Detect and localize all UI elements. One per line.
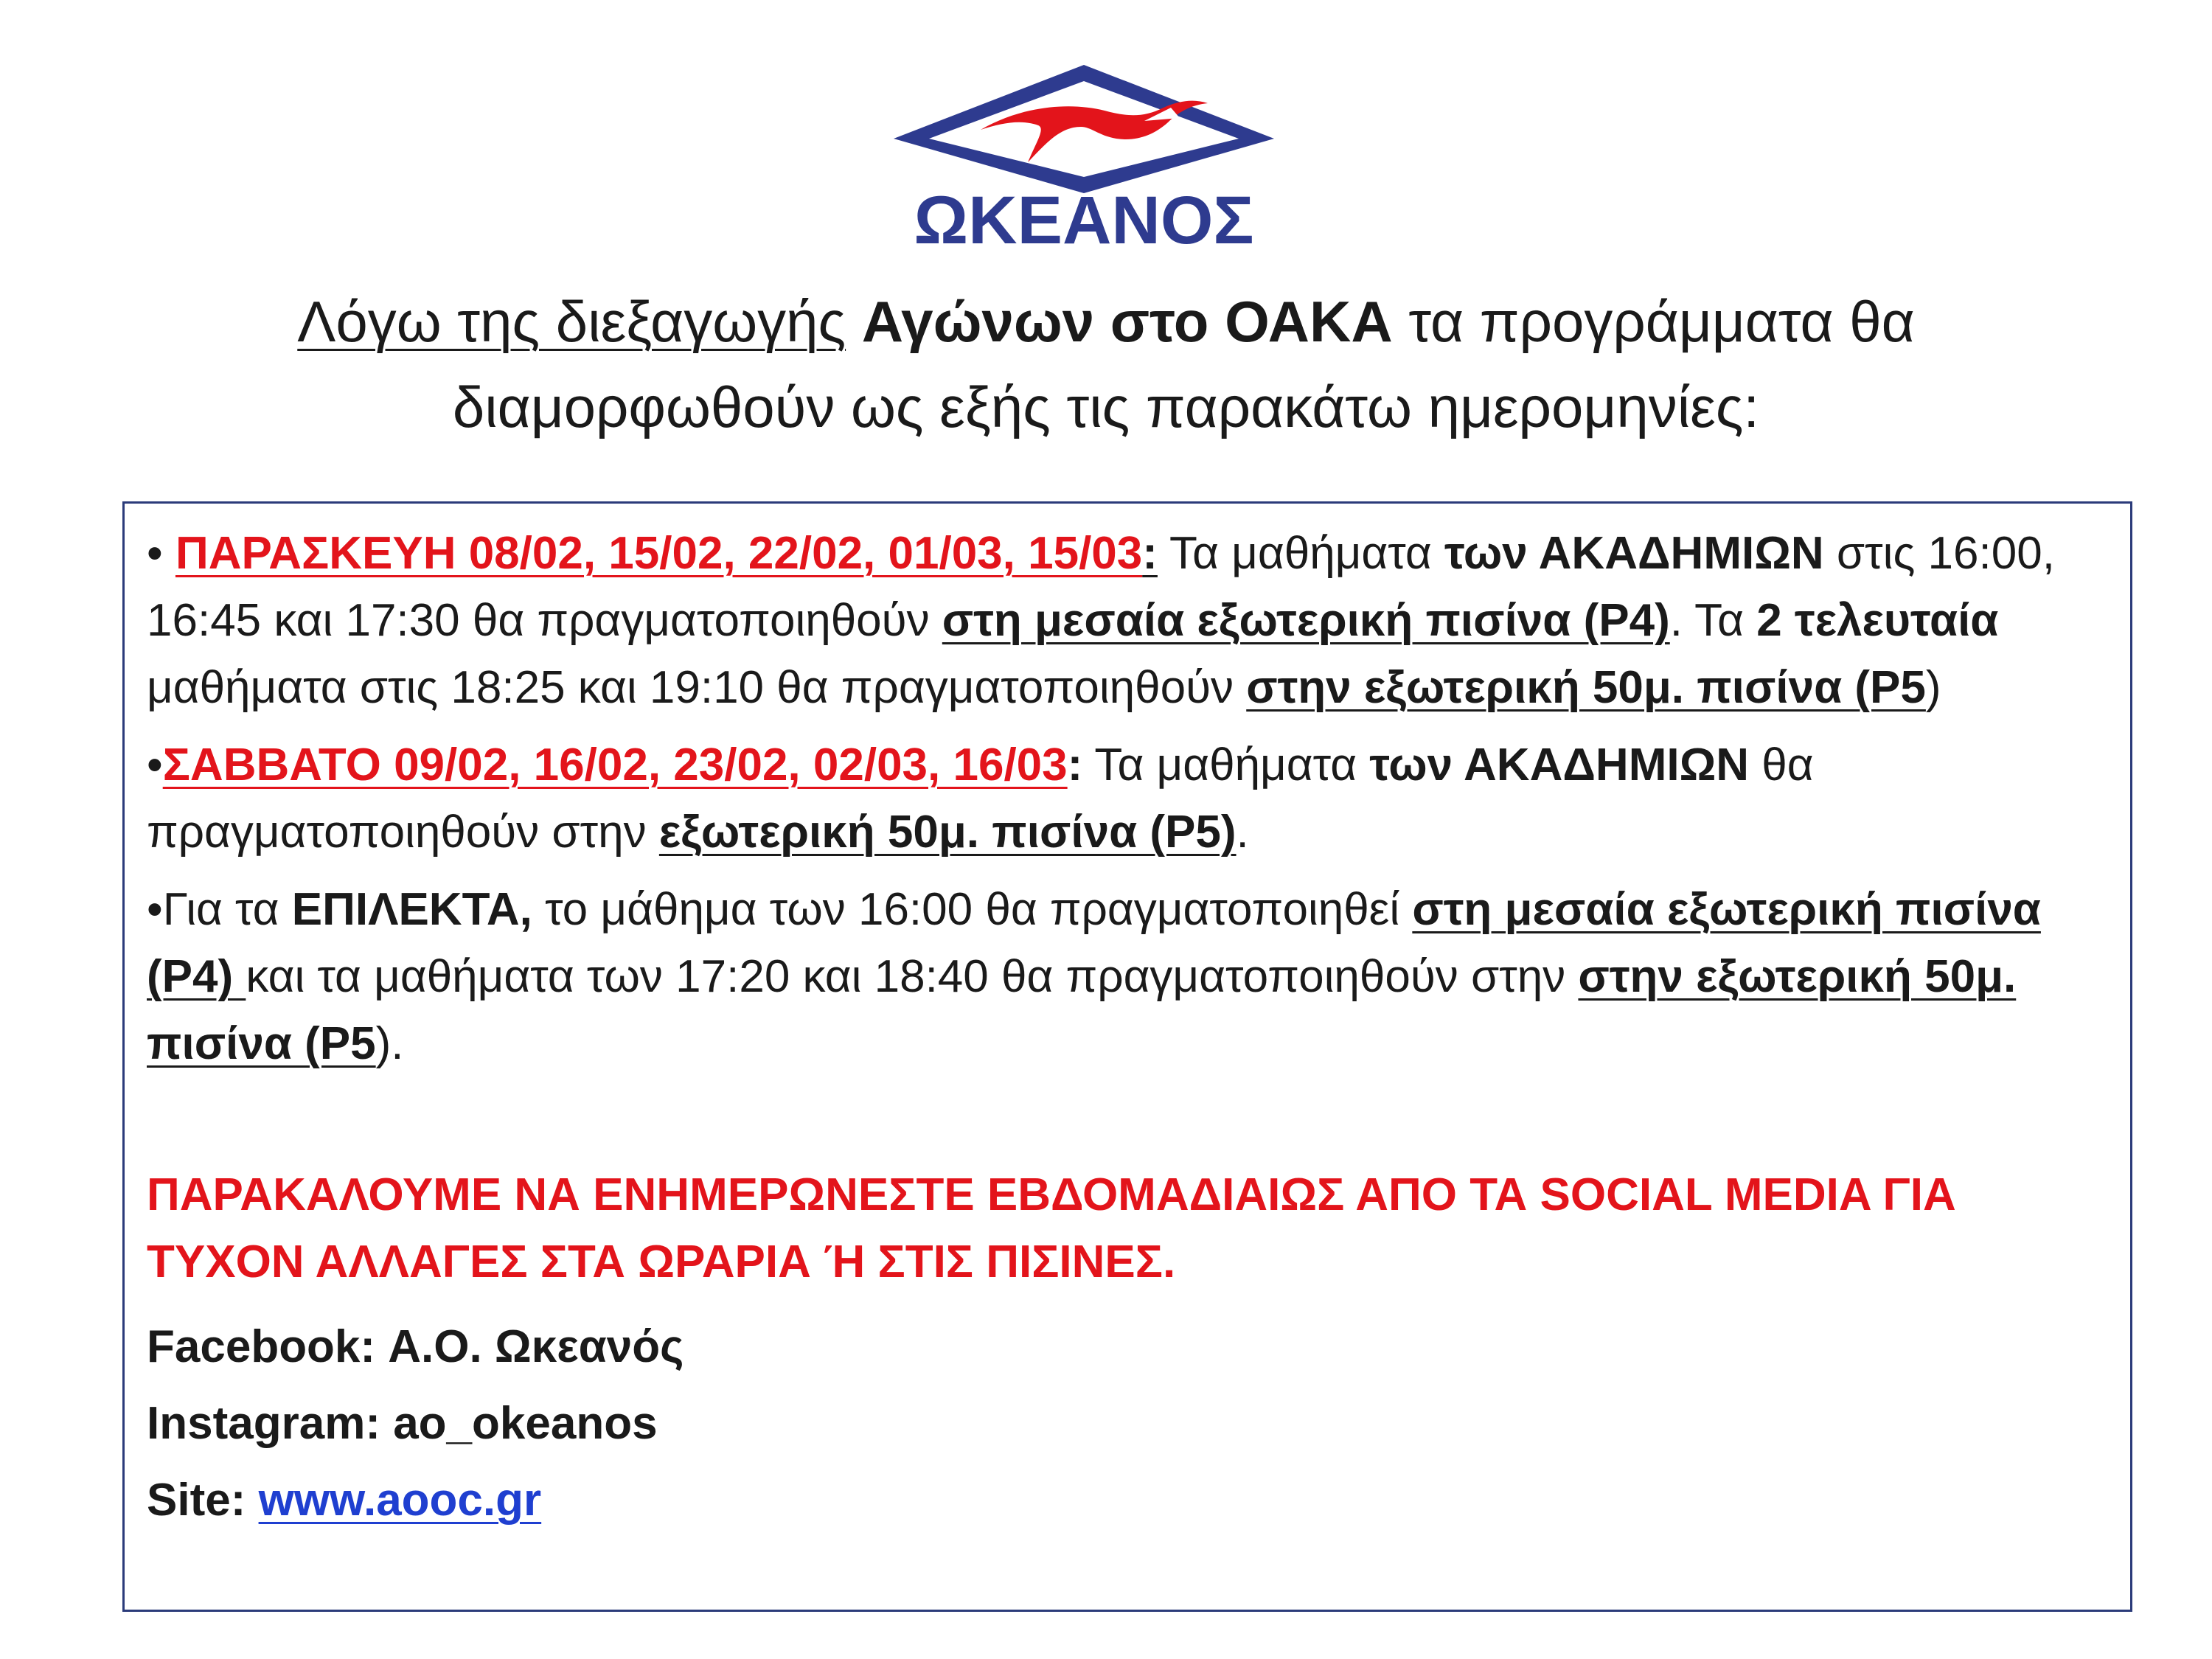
saturday-dates: ΣΑΒΒΑΤΟ 09/02, 16/02, 23/02, 02/03, 16/03 xyxy=(162,740,1068,790)
okeanos-logo-icon xyxy=(870,59,1298,251)
schedule-box xyxy=(122,501,2132,1612)
club-logo xyxy=(870,59,1298,251)
headline-underlined: Λόγω της διεξαγωγής xyxy=(297,289,846,354)
headline-line-1: Λόγω της διεξαγωγής Αγώνων στο ΟΑΚΑ τα προγράμματα θα xyxy=(297,289,1915,354)
logo-wordmark: ΩΚΕΑΝΟΣ xyxy=(914,183,1254,251)
page-headline xyxy=(111,279,2101,450)
spacer xyxy=(147,1088,2108,1161)
friday-pool-p5: στην εξωτερική 50μ. πισίνα (P5 xyxy=(1246,662,1926,713)
headline-bold: Αγώνων στο ΟΑΚΑ xyxy=(861,289,1393,354)
social-media-notice: ΠΑΡΑΚΑΛΟΥΜΕ ΝΑ ΕΝΗΜΕΡΩΝΕΣΤΕ ΕΒΔΟΜΑΔΙΑΙΩΣ ΑΠΟ ΤΑ SOCIAL MEDIA ΓΙΑ ΤΥΧΟΝ ΑΛΛΑΓΕΣ ΣΤΑ ΩΡΑΡΙΑ Ή ΣΤΙΣ ΠΙΣΙΝΕΣ. xyxy=(147,1169,1956,1287)
elite-pool-p4: στη μεσαία εξωτερική πισίνα (P4) xyxy=(147,884,2041,1002)
facebook-contact: Facebook: Α.Ο. Ωκεανός xyxy=(147,1321,684,1372)
site-contact: Site: www.aooc.gr xyxy=(147,1475,542,1526)
elite-pool-p5: στην εξωτερική 50μ. πισίνα (P5 xyxy=(147,951,2017,1069)
saturday-item: •ΣΑΒΒΑΤΟ 09/02, 16/02, 23/02, 02/03, 16/03: Τα μαθήματα των ΑΚΑΔΗΜΙΩΝ θα πραγματοποιηθούν στην εξωτερική 50μ. πισίνα (P5). xyxy=(147,740,1814,858)
saturday-pool-p5: εξωτερική 50μ. πισίνα (P5) xyxy=(658,807,1237,858)
friday-item: • ΠΑΡΑΣΚΕΥΗ 08/02, 15/02, 22/02, 01/03, 15/03: Τα μαθήματα των ΑΚΑΔΗΜΙΩΝ στις 16:00, 16:45 και 17:30 θα πραγματοποιηθούν στη μεσαία εξωτερική πισίνα (P4). Τα 2 τελευταία μαθήματα στις 18:25 και 19:10 θα πραγματοποιηθούν στην εξωτερική 50μ. πισίνα (P5) xyxy=(147,528,2055,713)
friday-pool-p4: στη μεσαία εξωτερική πισίνα (P4) xyxy=(942,595,1670,646)
headline-line-2: διαμορφωθούν ως εξής τις παρακάτω ημερομηνίες: xyxy=(452,375,1760,439)
friday-dates: ΠΑΡΑΣΚΕΥΗ 08/02, 15/02, 22/02, 01/03, 15/03 xyxy=(175,528,1143,579)
instagram-contact: Instagram: ao_okeanos xyxy=(147,1398,658,1449)
elite-item: •Για τα ΕΠΙΛΕΚΤΑ, το μάθημα των 16:00 θα πραγματοποιηθεί στη μεσαία εξωτερική πισίνα (P4) και τα μαθήματα των 17:20 και 18:40 θα πραγματοποιηθούν στην στην εξωτερική 50μ. πισίνα (P5). xyxy=(147,884,2041,1069)
site-link[interactable]: www.aooc.gr xyxy=(258,1475,542,1526)
